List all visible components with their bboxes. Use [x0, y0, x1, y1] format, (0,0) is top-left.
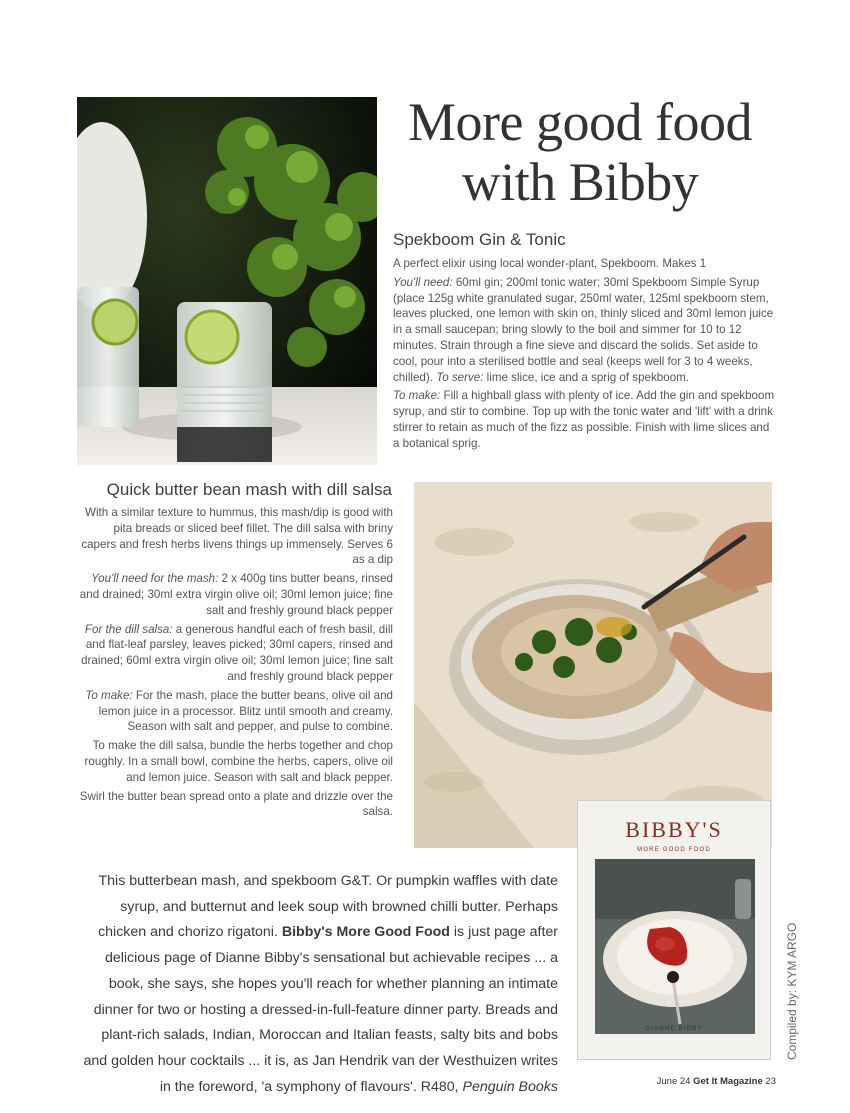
mash-recipe-intro: With a similar texture to hummus, this mash/dip is good with pita breads or sliced beef fillet. The dill salsa with briny capers and fresh herbs livens things up immensely. Serves 6 as a dip — [81, 506, 393, 567]
footer-page-number: 23 — [762, 1076, 776, 1087]
gin-serve-text: lime slice, ice and a sprig of spekboom. — [483, 370, 690, 384]
headline-line-1: More good food — [408, 92, 752, 152]
gin-tonic-photo — [77, 97, 377, 465]
gin-recipe-intro: A perfect elixir using local wonder-plant, Spekboom. Makes 1 — [393, 257, 707, 270]
mash-finish: Swirl the butter bean spread onto a plate and drizzle over the salsa. — [79, 789, 393, 819]
salsa-method: To make the dill salsa, bundle the herbs together and chop roughly. In a small bowl, combine the herbs, capers, olive oil and lemon juice. Season with salt and black pepper. — [84, 739, 393, 784]
footer-magazine: Get It Magazine — [693, 1076, 763, 1087]
book-cover-image — [595, 859, 755, 1034]
mash-method — [76, 688, 393, 735]
book-cover-author: DIANNE BIBBY — [645, 1025, 703, 1032]
gin-need-label: You'll need: — [393, 275, 453, 289]
gin-tonic-illustration — [77, 97, 377, 465]
footer-date: June 24 — [656, 1076, 694, 1087]
gin-make-label: To make: — [393, 389, 441, 403]
mash-ingredients — [76, 571, 393, 618]
gin-need-text: 60ml gin; 200ml tonic water; 30ml Spekboom Simple Syrup (place 125g white granulated sugar, 250ml water, 125ml spekboom stem, leaves plucked, one lemon with skin on, thinly sliced and 30ml lemon juice in a small saucepan; bring slowly to the boil and simmer for 10 to 12 minutes. Strain through a fine sieve and discard the solids. Set aside to cool, pour into a sterilised bottle and seal (keeps well for 3 to 4 weeks, chilled). — [393, 275, 774, 384]
gin-recipe-method — [393, 388, 778, 451]
book-blurb — [80, 869, 558, 1100]
gin-recipe-body — [393, 256, 778, 455]
salsa-text: a generous handful each of fresh basil, dill and flat-leaf parsley, leaves picked; 30ml capers, rinsed and drained; 60ml extra virgin olive oil; 30ml lemon juice; fine salt and freshly ground black pepper — [81, 622, 393, 683]
blurb-book-name: Bibby's More Good Food — [281, 924, 450, 941]
photo-credit: Compiled by: KYM ARGO — [785, 922, 799, 1060]
salsa-label: For the dill salsa: — [84, 622, 173, 636]
gin-make-text: Fill a highball glass with plenty of ice. Add the gin and spekboom syrup, and stir to combine. Top up with the tonic water and 'lift' with a drink stirrer to retain as much of the fizz as possible. Finish with lime slices and a botanical sprig. — [393, 389, 775, 450]
butter-bean-mash-photo — [414, 482, 772, 848]
mash-need-text: 2 x 400g tins butter beans, rinsed and drained; 30ml extra virgin olive oil; 30ml lemon juice; fine salt and freshly ground black pepper — [79, 572, 393, 617]
blurb-publisher: Penguin Books — [462, 1078, 558, 1095]
gin-recipe-title: Spekboom Gin & Tonic — [393, 230, 566, 249]
book-cover-subtitle: MORE GOOD FOOD — [637, 847, 711, 853]
page-footer — [640, 1076, 776, 1087]
headline-line-2: with Bibby — [461, 152, 699, 212]
mash-make-label: To make: — [85, 688, 133, 702]
book-cover-title: BIBBY'S — [625, 817, 723, 842]
page-headline — [390, 92, 770, 212]
mash-recipe-title: Quick butter bean mash with dill salsa — [106, 480, 392, 499]
salsa-ingredients — [76, 622, 393, 685]
book-cover — [577, 800, 771, 1060]
mash-need-label: You'll need for the mash: — [91, 572, 219, 586]
mash-recipe-body — [76, 505, 393, 823]
mash-illustration — [414, 482, 772, 848]
gin-recipe-ingredients — [393, 275, 778, 386]
mash-make-text: For the mash, place the butter beans, olive oil and lemon juice in a processor. Blitz until smooth and creamy. Season with salt and pepper, and pulse to combine. — [98, 688, 393, 734]
gin-serve-label: To serve: — [436, 370, 484, 384]
blurb-part-1: This butterbean mash, and spekboom G&T. Or pumpkin waffles with date syrup, and butternut and leek soup with browned chilli butter. Perhaps chicken and chorizo rigatoni. — [98, 873, 558, 941]
blurb-part-2: is just page after delicious page of Dianne Bibby's sensational but achievable recipes ... a book, she says, she hopes you'll reach for whether planning an intimate dinner for two or hosting a dressed-in-full-feature dinner party. Breads and plant-rich salads, Indian, Moroccan and Italian feasts, salty bits and bobs and golden hour cocktails ... it is, as Jan Hendrik van der Westhuizen writes in the foreword, 'a symphony of flavours'. R480, — [83, 924, 558, 1095]
